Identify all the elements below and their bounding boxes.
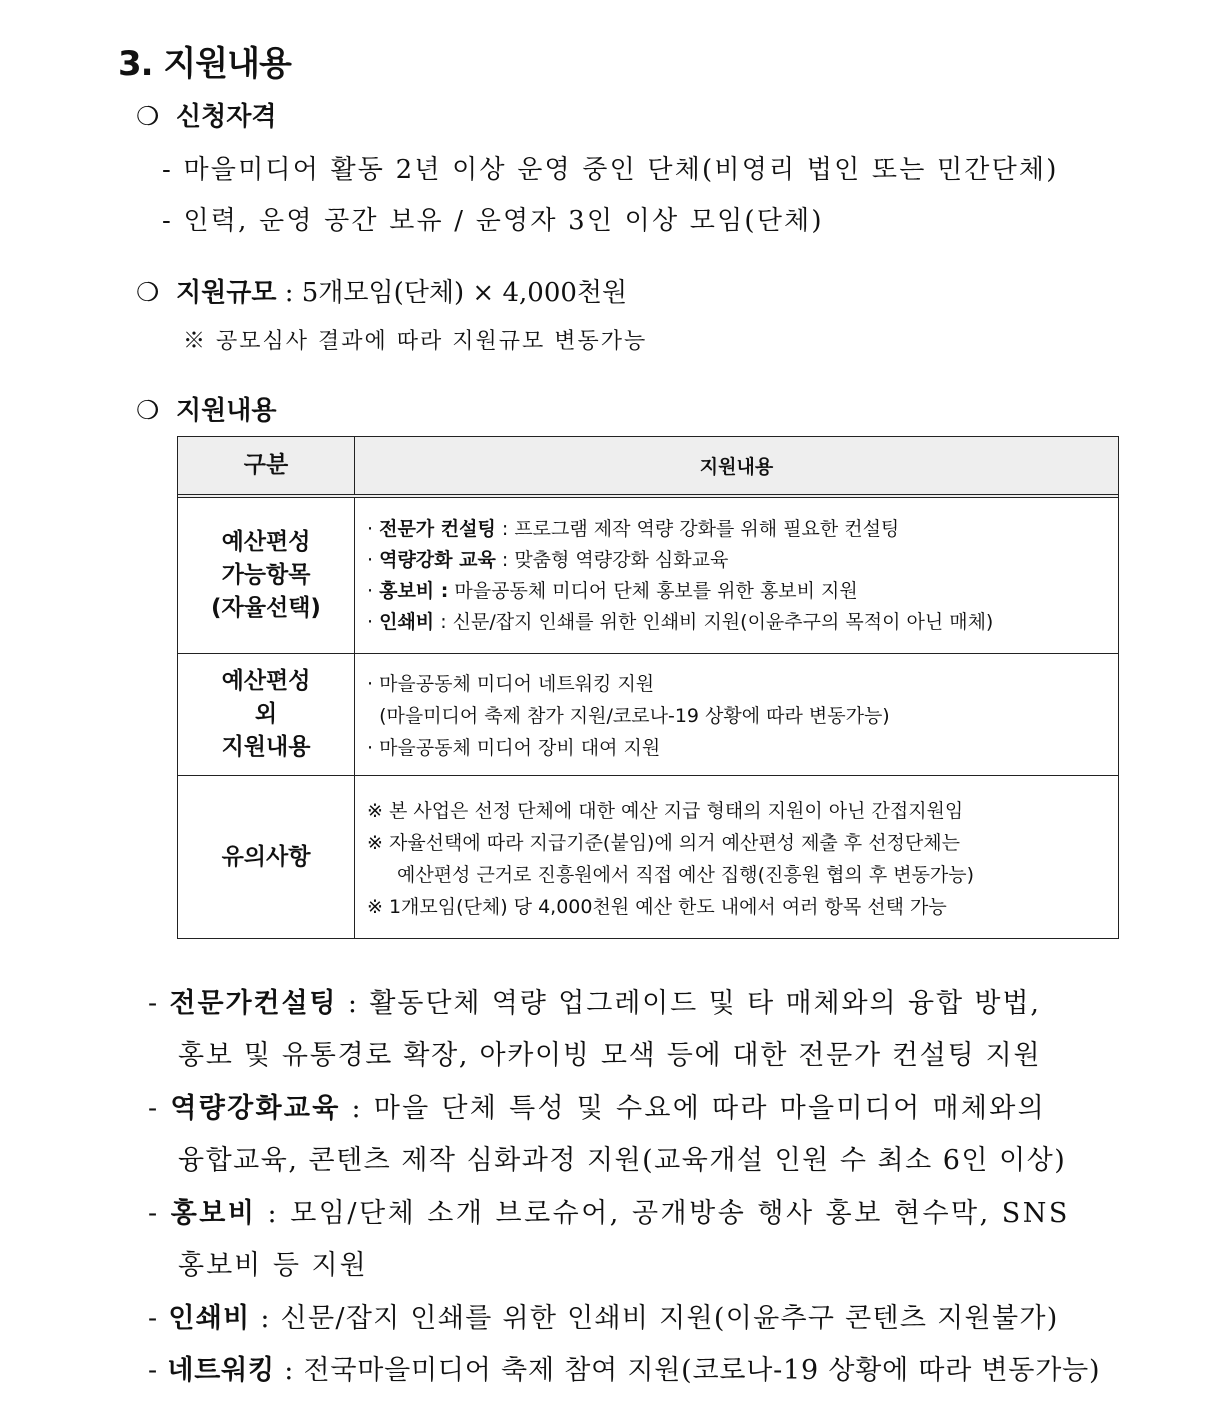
description-item: - 전문가컨설팅 : 활동단체 역량 업그레이드 및 타 매체와의 융합 방법,: [148, 988, 1041, 1019]
content-line: (마을미디어 축제 참가 지원/코로나-19 상황에 따라 변동가능): [367, 705, 890, 727]
table-row: [178, 654, 1118, 776]
section-title: 3. 지원내용: [118, 44, 291, 84]
description-continuation: 융합교육, 콘텐츠 제작 심화과정 지원(교육개설 인원 수 최소 6인 이상): [178, 1145, 1067, 1176]
support-table: [177, 436, 1119, 939]
table-row: [178, 498, 1118, 654]
eligibility-heading: [136, 96, 276, 133]
table-content-cell: [355, 776, 1118, 939]
scale-note: ※ 공모심사 결과에 따라 지원규모 변동가능: [183, 329, 648, 354]
content-line: · 홍보비 : 마을공동체 미디어 단체 홍보를 위한 홍보비 지원: [367, 580, 858, 602]
eligibility-item: - 인력, 운영 공간 보유 / 운영자 3인 이상 모임(단체): [162, 206, 824, 236]
content-line: · 전문가 컨설팅 : 프로그램 제작 역량 강화를 위해 필요한 컨설팅: [367, 518, 900, 540]
content-line: ※ 자율선택에 따라 지급기준(붙임)에 의거 예산편성 제출 후 선정단체는: [367, 832, 960, 854]
scale-value: : 5개모임(단체) × 4,000천원: [276, 278, 628, 308]
category-line: (자율선택): [211, 595, 321, 621]
eligibility-label: 신청자격: [176, 102, 277, 132]
table-row: [178, 776, 1118, 939]
category-line: 예산편성: [221, 668, 311, 694]
category-line: 지원내용: [221, 734, 311, 760]
table-category-cell: [178, 654, 355, 775]
content-label: 지원내용: [176, 396, 277, 426]
content-line: ※ 본 사업은 선정 단체에 대한 예산 지급 형태의 지원이 아닌 간접지원임: [367, 800, 964, 822]
category-line: 예산편성: [221, 529, 311, 555]
scale-heading: [136, 272, 627, 309]
description-continuation: 홍보비 등 지원: [178, 1250, 368, 1281]
table-content-cell: [355, 498, 1118, 653]
description-item: - 역량강화교육 : 마을 단체 특성 및 수요에 따라 마을미디어 매체와의: [148, 1093, 1046, 1124]
scale-label: 지원규모: [176, 278, 277, 308]
table-content-cell: [355, 654, 1118, 775]
circle-bullet-icon: ❍: [136, 278, 160, 308]
table-header-content: 지원내용: [699, 456, 774, 478]
content-line: · 역량강화 교육 : 맞춤형 역량강화 심화교육: [367, 549, 729, 571]
content-line: · 인쇄비 : 신문/잡지 인쇄를 위한 인쇄비 지원(이윤추구의 목적이 아닌 매체): [367, 611, 994, 633]
description-item: - 네트워킹 : 전국마을미디어 축제 참여 지원(코로나-19 상황에 따라 변동가능): [148, 1355, 1101, 1386]
table-category-cell: [178, 498, 355, 653]
table-header-row: [178, 437, 1118, 498]
content-heading: [136, 390, 276, 427]
content-line: 예산편성 근거로 진흥원에서 직접 예산 집행(진흥원 협의 후 변동가능): [397, 864, 975, 886]
table-category-cell: [178, 776, 355, 939]
table-header-category: 구분: [178, 437, 355, 494]
eligibility-item: - 마을미디어 활동 2년 이상 운영 중인 단체(비영리 법인 또는 민간단체): [162, 155, 1059, 185]
content-line: · 마을공동체 미디어 네트워킹 지원: [367, 673, 655, 695]
content-line: · 마을공동체 미디어 장비 대여 지원: [367, 737, 661, 759]
circle-bullet-icon: ❍: [136, 396, 160, 426]
description-item: - 인쇄비 : 신문/잡지 인쇄를 위한 인쇄비 지원(이윤추구 콘텐츠 지원불가): [148, 1303, 1059, 1334]
circle-bullet-icon: ❍: [136, 102, 160, 132]
category-line: 유의사항: [221, 844, 311, 870]
description-continuation: 홍보 및 유통경로 확장, 아카이빙 모색 등에 대한 전문가 컨설팅 지원: [178, 1040, 1042, 1071]
description-item: - 홍보비 : 모임/단체 소개 브로슈어, 공개방송 행사 홍보 현수막, SNS: [148, 1198, 1070, 1229]
category-line: 외: [254, 701, 278, 727]
content-line: ※ 1개모임(단체) 당 4,000천원 예산 한도 내에서 여러 항목 선택 가능: [367, 896, 947, 918]
category-line: 가능항목: [221, 562, 311, 588]
